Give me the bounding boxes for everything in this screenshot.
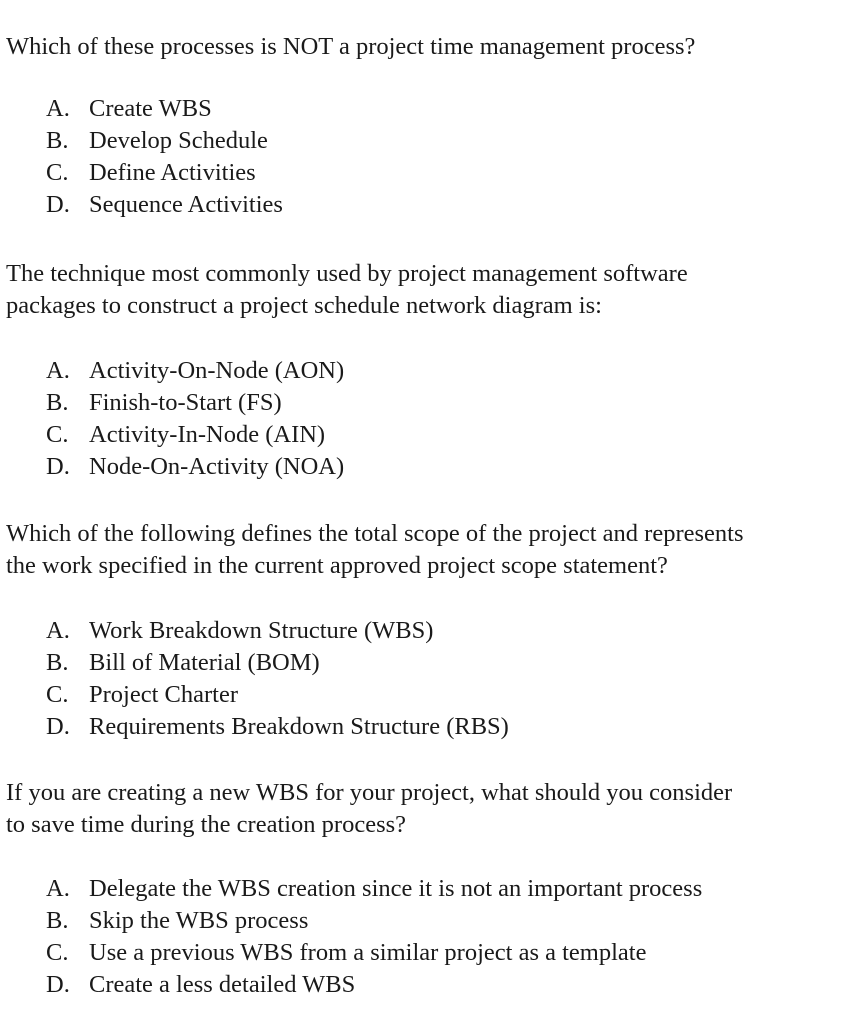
option-c: [6, 157, 842, 189]
option-text: Skip the WBS process: [89, 907, 309, 934]
option-text: Create a less detailed WBS: [89, 971, 356, 998]
option-letter: A.: [46, 617, 70, 644]
option-letter: D.: [46, 453, 70, 480]
option-letter: C.: [46, 159, 69, 186]
option-a: [6, 615, 842, 647]
option-letter: B.: [46, 389, 69, 416]
question-3-options: [6, 615, 842, 743]
option-d: [6, 711, 842, 743]
option-b: [6, 387, 842, 419]
option-text: Use a previous WBS from a similar project as a template: [89, 939, 647, 966]
question-2: [6, 258, 842, 483]
option-text: Project Charter: [89, 681, 238, 708]
option-b: [6, 905, 842, 937]
question-1-options: [6, 93, 842, 221]
option-letter: B.: [46, 907, 69, 934]
option-letter: B.: [46, 127, 69, 154]
option-letter: A.: [46, 357, 70, 384]
option-b: [6, 647, 842, 679]
question-1-prompt: Which of these processes is NOT a project time management process?: [6, 33, 696, 60]
option-letter: B.: [46, 649, 69, 676]
option-d: [6, 189, 842, 221]
option-text: Activity-On-Node (AON): [89, 357, 345, 384]
option-letter: A.: [46, 95, 70, 122]
option-text: Sequence Activities: [89, 191, 283, 218]
question-1: [6, 31, 842, 221]
option-text: Define Activities: [89, 159, 256, 186]
option-letter: C.: [46, 681, 69, 708]
question-4-prompt: If you are creating a new WBS for your project, what should you consider to save time during the creation process?: [6, 779, 733, 838]
option-letter: D.: [46, 713, 70, 740]
option-c: [6, 419, 842, 451]
option-d: [6, 451, 842, 483]
option-letter: C.: [46, 939, 69, 966]
option-text: Work Breakdown Structure (WBS): [89, 617, 434, 644]
option-text: Activity-In-Node (AIN): [89, 421, 326, 448]
question-2-prompt: The technique most commonly used by project management software packages to construct a project schedule network diagram is:: [6, 260, 688, 319]
option-letter: C.: [46, 421, 69, 448]
question-2-options: [6, 355, 842, 483]
option-letter: D.: [46, 971, 70, 998]
option-a: [6, 93, 842, 125]
option-c: [6, 937, 842, 969]
option-text: Bill of Material (BOM): [89, 649, 320, 676]
option-text: Delegate the WBS creation since it is not an important process: [89, 875, 703, 902]
option-c: [6, 679, 842, 711]
option-text: Requirements Breakdown Structure (RBS): [89, 713, 509, 740]
option-letter: A.: [46, 875, 70, 902]
question-3-prompt: Which of the following defines the total scope of the project and represents the work specified in the current approved project scope statement?: [6, 520, 744, 579]
option-text: Create WBS: [89, 95, 212, 122]
option-a: [6, 355, 842, 387]
option-text: Finish-to-Start (FS): [89, 389, 282, 416]
option-b: [6, 125, 842, 157]
option-letter: D.: [46, 191, 70, 218]
option-text: Node-On-Activity (NOA): [89, 453, 345, 480]
question-4-options: [6, 873, 842, 1001]
option-a: [6, 873, 842, 905]
option-text: Develop Schedule: [89, 127, 268, 154]
option-d: [6, 969, 842, 1001]
question-3: [6, 518, 842, 743]
question-4: [6, 777, 842, 1001]
